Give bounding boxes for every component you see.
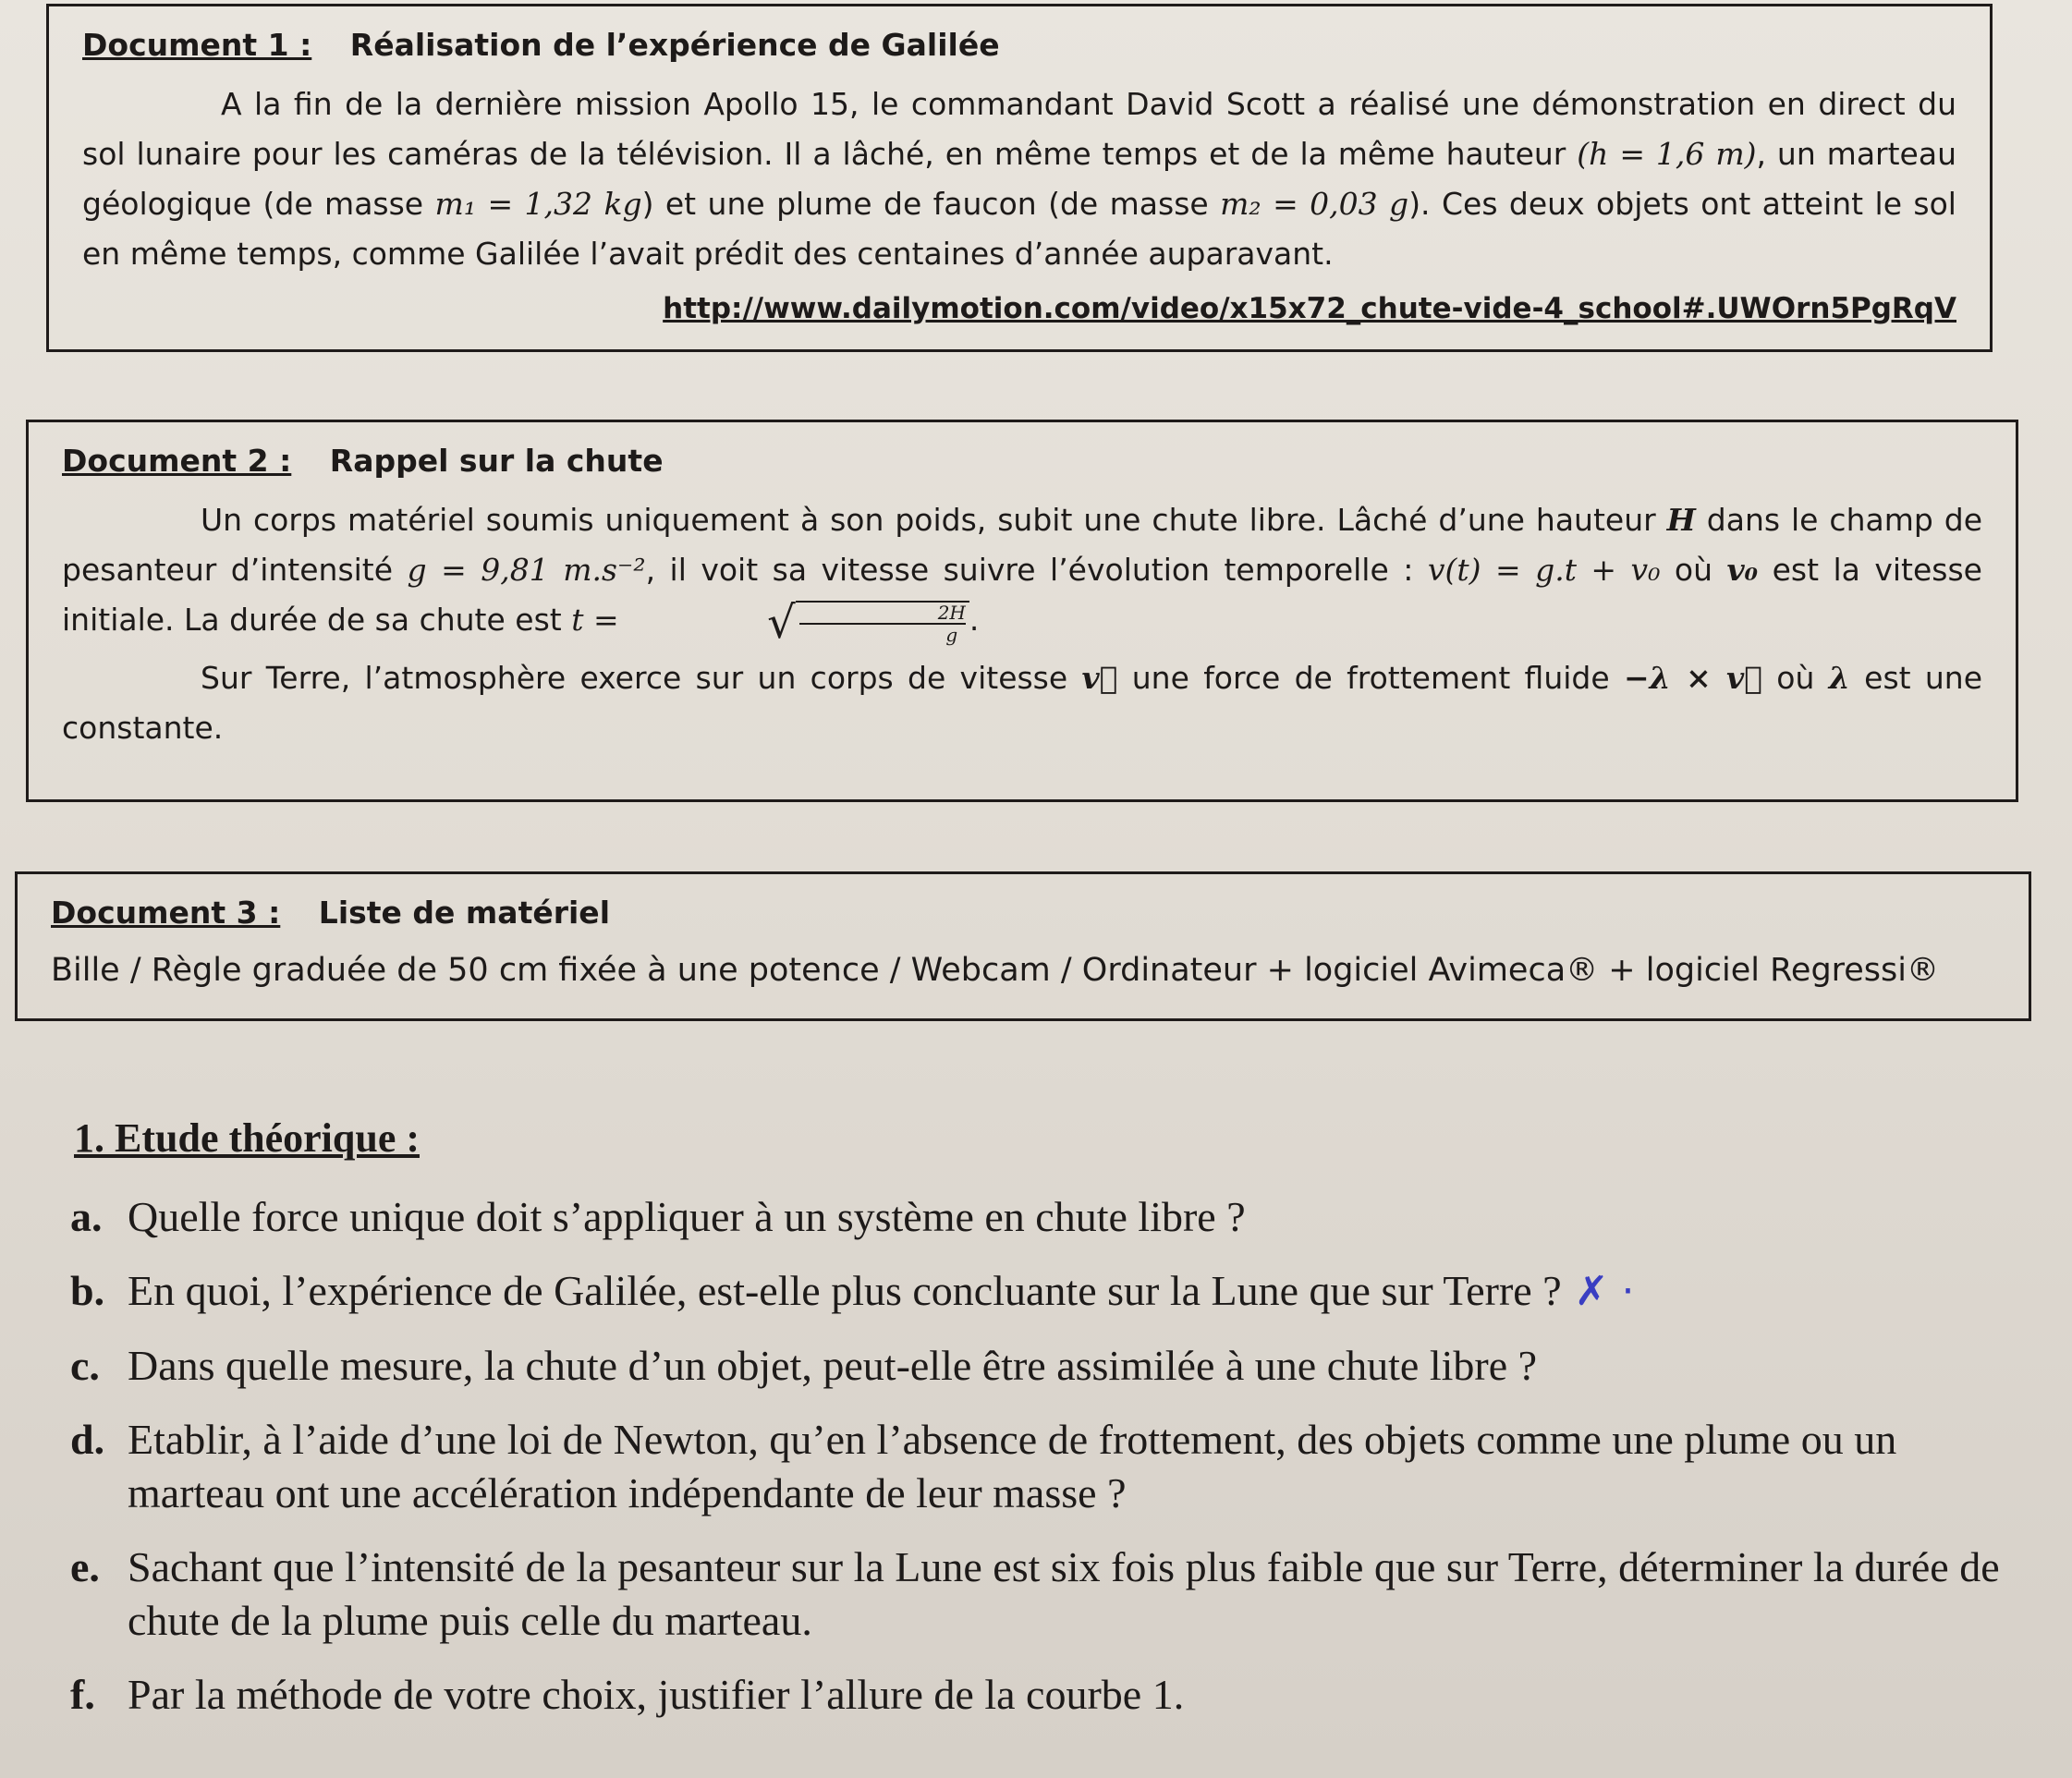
document-2-header xyxy=(62,443,1982,479)
hammer-mass: m₁ = 1,32 kg xyxy=(434,186,642,222)
lambda-symbol: λ xyxy=(1828,659,1850,696)
document-1-text xyxy=(82,79,1956,279)
question-text: Quelle force unique doit s’appliquer à un système en chute libre ? xyxy=(128,1193,1246,1240)
document-2-label: Document 2 : xyxy=(62,443,292,479)
height-value: (h = 1,6 m) xyxy=(1577,136,1757,172)
question-letter: b. xyxy=(70,1267,105,1314)
question-text: En quoi, l’expérience de Galilée, est-elle plus concluante sur la Lune que sur Terre ? xyxy=(128,1267,1562,1314)
question-item xyxy=(70,1339,2029,1393)
handwritten-mark-icon: ✗ · xyxy=(1574,1268,1635,1315)
feather-mass: m₂ = 0,03 g xyxy=(1220,186,1409,222)
question-item xyxy=(70,1413,2029,1520)
doc2-text-4: où xyxy=(1660,552,1727,588)
document-3-box xyxy=(15,871,2031,1021)
document-2-paragraph-1: Un corps matériel soumis uniquement à son poids, subit une chute libre. Lâché d’une hauteur H dans le champ de pesanteur d’intensité g = 9,81 m.s⁻², il voit sa vitesse suivre l’évolution temporelle : v(t) = g.t + v₀ où v₀ est la vitesse initiale. La durée de sa chute est t = √ $\frac{2H}{g}$ . xyxy=(62,502,1982,649)
document-3-title: Liste de matériel xyxy=(318,895,611,931)
document-3-label: Document 3 : xyxy=(51,895,281,931)
doc1-sentence-1: A la fin de la dernière mission Apollo 15, le commandant David Scott a réalisé une démonstration en direct du sol lunaire pour les caméras de la télévision. Il a lâché, en même temps et de la même hauteur xyxy=(82,86,1956,172)
fall-time-formula: √ $\frac{2H}{g}$ xyxy=(628,596,969,648)
document-2-title: Rappel sur la chute xyxy=(329,443,664,479)
question-text: Par la méthode de votre choix, justifier l’allure de la courbe 1. xyxy=(128,1671,1185,1718)
initial-velocity-symbol: v₀ xyxy=(1726,552,1759,588)
doc2-text-8: où xyxy=(1762,659,1829,696)
question-item xyxy=(70,1541,2029,1648)
question-item xyxy=(70,1190,2029,1244)
section-title: 1. Etude théorique : xyxy=(74,1115,420,1161)
doc2-text-6: Sur Terre, l’atmosphère exerce sur un corps de vitesse xyxy=(201,659,1082,696)
question-item xyxy=(70,1668,2029,1722)
document-3-header xyxy=(51,895,1995,931)
question-item xyxy=(70,1264,2029,1319)
document-1-header xyxy=(82,27,1956,63)
document-2-box xyxy=(26,420,2018,802)
question-text: Sachant que l’intensité de la pesanteur sur la Lune est six fois plus faible que sur Terre, déterminer la durée de chute de la plume puis celle du marteau. xyxy=(128,1543,2000,1644)
height-symbol: H xyxy=(1666,502,1696,538)
doc2-text-5: est la vitesse initiale. La durée de sa chute est xyxy=(62,552,1982,638)
velocity-equation: v(t) = g.t + v₀ xyxy=(1427,552,1661,588)
velocity-vector: v⃗ xyxy=(1081,659,1118,696)
formula-numerator: 2H xyxy=(799,603,966,625)
question-list xyxy=(70,1190,2029,1742)
question-text: Etablir, à l’aide d’une loi de Newton, qu’en l’absence de frottement, des objets comme une plume ou un marteau ont une accélération indépendante de leur masse ? xyxy=(128,1416,1897,1516)
document-2-paragraph-2 xyxy=(62,653,1982,753)
video-link[interactable]: http://www.dailymotion.com/video/x15x72_chute-vide-4_school#.UWOrn5PgRqV xyxy=(663,292,1956,325)
doc2-text-3: , il voit sa vitesse suivre l’évolution temporelle : xyxy=(645,552,1428,588)
document-1-title: Réalisation de l’expérience de Galilée xyxy=(349,27,1000,63)
doc1-sentence-4: ). Ces deux objets ont atteint le sol en même temps, comme Galilée l’avait prédit des centaines d’année auparavant. xyxy=(82,186,1956,272)
doc1-sentence-3: ) et une plume de faucon (de masse xyxy=(641,186,1221,222)
fall-time-symbol: t = xyxy=(571,602,629,638)
question-text: Dans quelle mesure, la chute d’un objet, peut-elle être assimilée à une chute libre ? xyxy=(128,1342,1538,1389)
materials-list: Bille / Règle graduée de 50 cm fixée à une potence / Webcam / Ordinateur + logiciel Avimeca® + logiciel Regressi® xyxy=(51,952,1940,989)
question-letter: d. xyxy=(70,1416,105,1463)
friction-force: −λ × v⃗ xyxy=(1623,659,1762,696)
doc1-sentence-2: , un marteau géologique (de masse xyxy=(82,136,1956,222)
doc2-text-7: une force de frottement fluide xyxy=(1117,659,1624,696)
document-1-label: Document 1 : xyxy=(82,27,312,63)
doc2-text-2: dans le champ de pesanteur d’intensité xyxy=(62,502,1982,588)
document-1-box xyxy=(46,4,1993,352)
question-letter: f. xyxy=(70,1671,95,1718)
doc2-text-9: est une constante. xyxy=(62,659,1983,746)
question-letter: c. xyxy=(70,1342,100,1389)
gravity-value: g = 9,81 m.s⁻² xyxy=(407,552,646,588)
question-letter: a. xyxy=(70,1193,103,1240)
question-letter: e. xyxy=(70,1543,100,1590)
formula-denominator: g xyxy=(945,623,958,646)
doc2-text-1: Un corps matériel soumis uniquement à son poids, subit une chute libre. Lâché d’une hauteur xyxy=(201,502,1667,538)
